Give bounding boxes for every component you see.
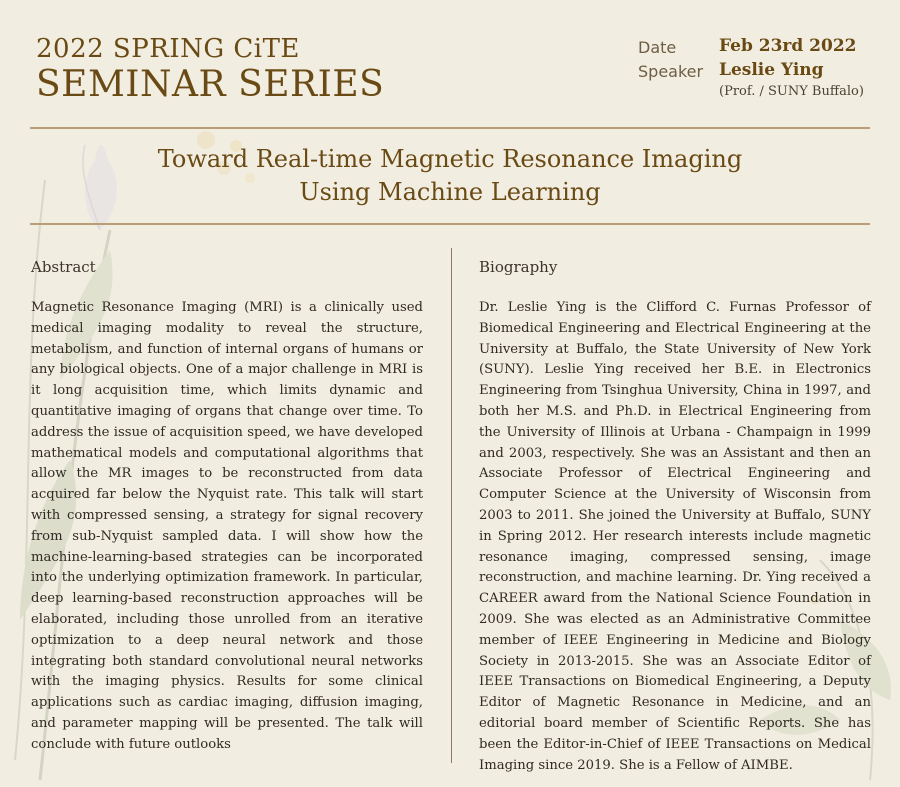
- talk-title-line1: Toward Real-time Magnetic Resonance Imaging: [157, 145, 743, 173]
- abstract-section: [31, 258, 423, 756]
- biography-section: [479, 258, 871, 776]
- biography-body: Dr. Leslie Ying is the Clifford C. Furnas Professor of Biomedical Engineering and Electrical Engineering at the University at Buffalo, the State University of New York (SUNY). Leslie Ying received her B.E. in Electronics Engineering from Tsinghua University, China in 1997, and both her M.S. and Ph.D. in Electrical Engineering from the University of Illinois at Urbana - Champaign in 1999 and 2003, respectively. She was an Assistant and then an Associate Professor of Electrical Engineering and Computer Science at the University of Wisconsin from 2003 to 2011. She joined the University at Buffalo, SUNY in Spring 2012. Her research interests include magnetic resonance imaging, compressed sensing, image reconstruction, and machine learning. Dr. Ying received a CAREER award from the National Science Foundation in 2009. She was elected as an Administrative Committee member of IEEE Engineering in Medicine and Biology Society in 2013-2015. She was an Associate Editor of IEEE Transactions on Biomedical Engineering, a Deputy Editor of Magnetic Resonance in Medicine, and an editorial board member of Scientific Reports. She has been the Editor-in-Chief of IEEE Transactions on Medical Imaging since 2019. She is a Fellow of AIMBE.: [479, 300, 871, 773]
- speaker-name: Leslie Ying: [719, 60, 824, 80]
- date-label: Date: [638, 38, 677, 57]
- abstract-heading: Abstract: [31, 258, 96, 276]
- talk-title: [30, 143, 870, 209]
- series-title: SEMINAR SERIES: [36, 64, 385, 105]
- biography-heading: Biography: [479, 258, 558, 276]
- talk-title-line2: Using Machine Learning: [299, 178, 601, 206]
- title-divider: [30, 223, 870, 225]
- series-name: 2022 SPRING CiTE: [36, 34, 300, 64]
- seminar-header: [36, 34, 876, 114]
- date-value: Feb 23rd 2022: [719, 36, 857, 56]
- top-divider: [30, 127, 870, 129]
- speaker-label: Speaker: [638, 62, 704, 81]
- abstract-body: Magnetic Resonance Imaging (MRI) is a clinically used medical imaging modality to reveal the structure, metabolism, and function of internal organs of humans or any biological objects. One of a major challenge in MRI is it long acquisition time, which limits dynamic and quantitative imaging of organs that change over time. To address the issue of acquisition speed, we have developed mathematical models and computational algorithms that allow the MR images to be reconstructed from data acquired far below the Nyquist rate. This talk will start with compressed sensing, a strategy for signal recovery from sub-Nyquist sampled data. I will show how the machine-learning-based strategies can be incorporated into the underlying optimization framework. In particular, deep learning-based reconstruction approaches will be elaborated, including those unrolled from an iterative optimization to a deep neural network and those integrating both standard convolutional neural networks with the imaging physics. Results for some clinical applications such as cardiac imaging, diffusion imaging, and parameter mapping will be presented. The talk will conclude with future outlooks: [31, 300, 423, 752]
- speaker-affiliation: (Prof. / SUNY Buffalo): [719, 84, 864, 99]
- column-divider: [451, 248, 452, 763]
